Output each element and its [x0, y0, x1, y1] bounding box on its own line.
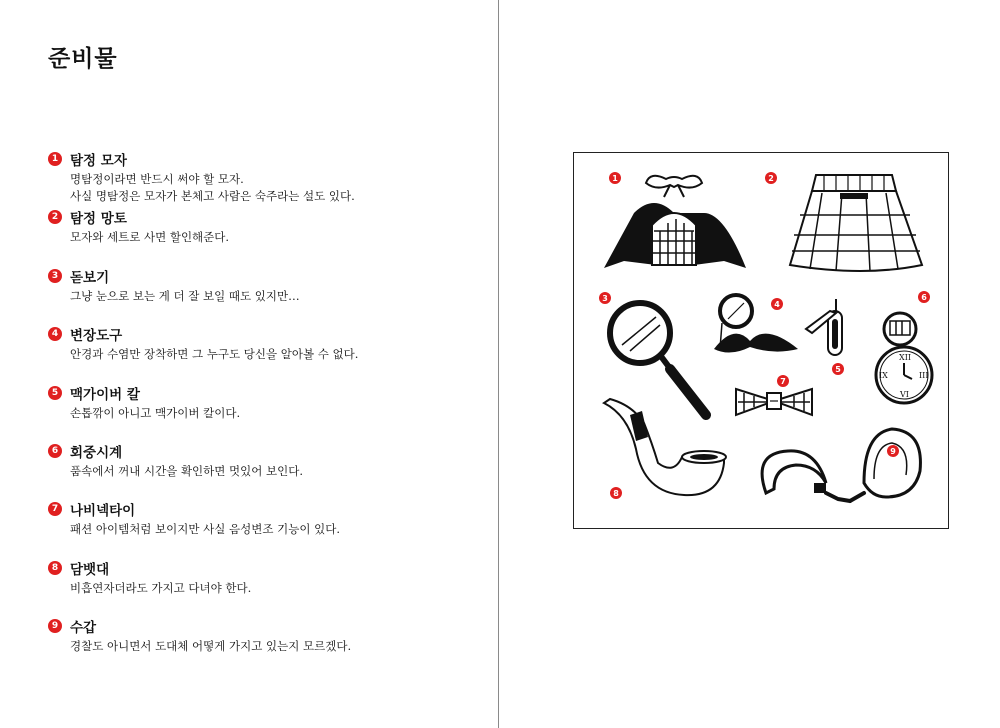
item-number-badge: 7 — [48, 502, 62, 516]
illustration-marker-1: 1 — [609, 172, 621, 184]
illustration-marker-2: 2 — [765, 172, 777, 184]
item-title: 담뱃대 — [70, 561, 110, 578]
watch-numeral-vi: VI — [900, 390, 909, 399]
item-description — [70, 405, 468, 422]
item-number-badge: 2 — [48, 210, 62, 224]
item-number-badge: 4 — [48, 327, 62, 341]
watch-numeral-iii: III — [919, 371, 929, 380]
desc-line: 명탐정이라면 반드시 써야 할 모자. — [70, 172, 244, 186]
bow-tie-icon — [736, 389, 812, 415]
list-item — [48, 207, 468, 265]
monocle-mustache-icon — [714, 295, 798, 353]
list-item — [48, 616, 468, 674]
pocket-knife-icon — [806, 299, 842, 355]
item-title: 돋보기 — [70, 269, 110, 286]
pocket-watch-icon — [876, 313, 932, 403]
list-item — [48, 558, 468, 616]
desc-line: 패션 아이템처럼 보이지만 사실 음성변조 기능이 있다. — [70, 522, 340, 537]
cape-icon — [790, 175, 922, 271]
page-gutter — [498, 0, 499, 728]
item-description — [70, 580, 468, 597]
item-description — [70, 346, 468, 363]
desc-line: 경찰도 아니면서 도대체 어떻게 가지고 있는지 모르겠다. — [70, 639, 352, 654]
item-number-badge: 8 — [48, 561, 62, 575]
desc-line: 사실 명탐정은 모자가 본체고 사람은 숙주라는 설도 있다. — [70, 189, 355, 203]
list-item — [48, 383, 468, 441]
list-item — [48, 266, 468, 324]
desc-line: 비흡연자더라도 가지고 다녀야 한다. — [70, 580, 252, 595]
item-title: 나비넥타이 — [70, 503, 136, 520]
desc-line: 그냥 눈으로 보는 게 더 잘 보일 때도 있지만… — [70, 288, 300, 303]
item-number-badge: 5 — [48, 386, 62, 400]
item-number-badge: 6 — [48, 444, 62, 458]
list-item — [48, 441, 468, 499]
illustration-marker-8: 8 — [610, 487, 622, 499]
watch-numeral-xii: XII — [899, 353, 912, 362]
illustration-frame — [573, 152, 949, 529]
illustration-marker-6: 6 — [918, 291, 930, 303]
illustration-marker-5: 5 — [832, 363, 844, 375]
list-item — [48, 324, 468, 382]
item-description — [70, 463, 468, 480]
illustration-canvas — [574, 153, 950, 530]
illustration-marker-3: 3 — [599, 292, 611, 304]
item-description — [70, 229, 468, 246]
item-number-badge: 3 — [48, 269, 62, 283]
list-item — [48, 149, 468, 207]
deerstalker-hat-icon — [604, 176, 746, 268]
illustration-marker-7: 7 — [777, 375, 789, 387]
desc-line: 손톱깎이 아니고 맥가이버 칼이다. — [70, 405, 241, 420]
item-title: 탐정 망토 — [70, 211, 127, 228]
item-number-badge: 1 — [48, 152, 62, 166]
desc-line: 안경과 수염만 장착하면 그 누구도 당신을 알아볼 수 없다. — [70, 347, 359, 362]
item-title: 탐정 모자 — [70, 153, 127, 169]
watch-numeral-ix: IX — [879, 371, 888, 380]
handcuffs-icon — [762, 429, 920, 501]
illustration-marker-4: 4 — [771, 298, 783, 310]
item-description — [70, 288, 468, 305]
item-list — [48, 149, 468, 675]
item-description — [70, 171, 468, 205]
illustration-marker-9: 9 — [887, 445, 899, 457]
item-title: 수갑 — [70, 620, 97, 637]
magnifying-glass-icon — [610, 303, 706, 415]
item-title: 회중시계 — [70, 444, 123, 461]
desc-line: 품속에서 꺼내 시간을 확인하면 멋있어 보인다. — [70, 463, 304, 478]
item-number-badge: 9 — [48, 619, 62, 633]
item-title: 맥가이버 칼 — [70, 386, 140, 403]
item-description — [70, 638, 468, 655]
item-description — [70, 521, 468, 538]
page-title: 준비물 — [48, 45, 118, 72]
item-title: 변장도구 — [70, 328, 123, 345]
desc-line: 모자와 세트로 사면 할인해준다. — [70, 230, 230, 245]
list-item — [48, 499, 468, 557]
